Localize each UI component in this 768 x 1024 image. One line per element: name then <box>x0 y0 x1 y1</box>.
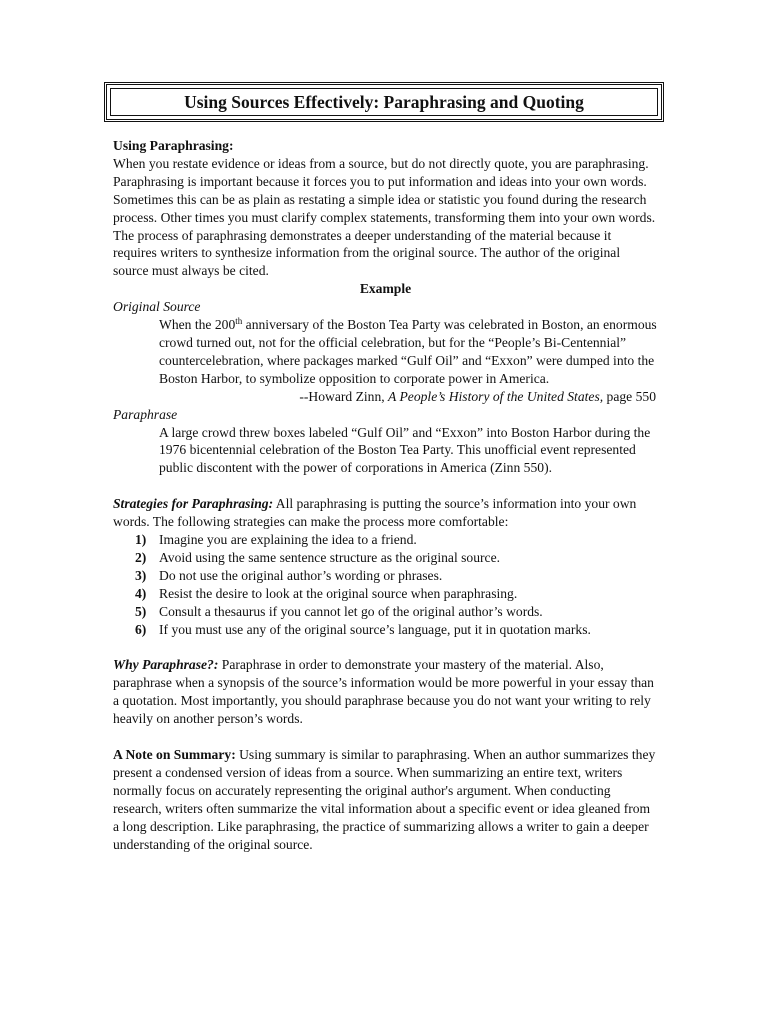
original-text-pre: When the 200 <box>159 317 236 333</box>
list-item-text: Imagine you are explaining the idea to a friend. <box>159 532 417 548</box>
list-item <box>113 585 658 603</box>
strategies-heading: Strategies for Paraphrasing: <box>113 496 274 512</box>
spacer <box>113 477 658 495</box>
why-heading: Why Paraphrase?: <box>113 657 219 673</box>
original-source-label: Original Source <box>113 299 201 315</box>
paraphrase-text: A large crowd threw boxes labeled “Gulf Oil” and “Exxon” into Boston Harbor during the 1976 bicentennial celebration of the Boston Tea Party. This unofficial event represented public discontent with the power of corporations in America (Zinn 550). <box>159 424 651 476</box>
list-item <box>113 549 658 567</box>
citation-author: --Howard Zinn, <box>299 388 389 404</box>
summary-heading: A Note on Summary: <box>113 747 236 763</box>
list-item <box>113 603 658 621</box>
list-item-number: 2) <box>135 549 147 565</box>
list-item <box>113 567 658 585</box>
why-body: Paraphrase in order to demonstrate your mastery of the material. Also, paraphrase when a synopsis of the source’s information would be more powerful in your essay than a quotation. Most importantly, you should paraphrase because you do not want your writing to rely heavily on another person’s words. <box>113 657 654 727</box>
list-item-number: 6) <box>135 621 147 637</box>
summary-paragraph <box>113 746 658 853</box>
page-title: Using Sources Effectively: Paraphrasing and Quoting <box>184 92 584 112</box>
document-content <box>113 137 658 854</box>
strategies-list <box>113 531 658 638</box>
strategies-paragraph <box>113 495 658 531</box>
list-item-number: 5) <box>135 603 147 619</box>
spacer <box>113 638 658 656</box>
list-item-text: Avoid using the same sentence structure as the original source. <box>159 549 500 565</box>
list-item-number: 4) <box>135 585 147 601</box>
list-item-number: 1) <box>135 532 147 548</box>
strategies-intro: All paraphrasing is putting the source’s information into your own words. The following strategies can make the process more comfortable: <box>113 496 637 530</box>
example-heading: Example <box>359 281 412 297</box>
list-item-text: Resist the desire to look at the original source when paraphrasing. <box>159 585 518 601</box>
title-box <box>104 82 664 122</box>
list-item <box>113 531 658 549</box>
spacer <box>113 728 658 746</box>
paraphrasing-heading: Using Paraphrasing: <box>113 138 234 153</box>
original-source-quote <box>159 316 658 388</box>
original-text-post: anniversary of the Boston Tea Party was celebrated in Boston, an enormous crowd turned out, not for the official celebration, but for the “People’s Bi-Centennial” countercelebration, where packages marked “Gulf Oil” and “Exxon” were dumped into the Boston Harbor, to symbolize opposition to corporate power in America. <box>159 317 657 386</box>
list-item-text: Do not use the original author’s wording or phrases. <box>159 567 443 583</box>
list-item <box>113 621 658 639</box>
list-item-number: 3) <box>135 567 147 583</box>
list-item-text: If you must use any of the original source’s language, put it in quotation marks. <box>159 621 591 637</box>
summary-body: Using summary is similar to paraphrasing. When an author summarizes they present a condensed version of ideas from a source. When summarizing an entire text, writers normally focus on accurately representing the original author's argument. When conducting research, writers often summarize the vital information about a specific event or idea gleaned from a long description. Like paraphrasing, the practice of summarizing allows a writer to gain a deeper understanding of the original source. <box>113 747 656 852</box>
paraphrasing-body: When you restate evidence or ideas from a source, but do not directly quote, you are paraphrasing. Paraphrasing is important because it forces you to put information and ideas into your own words. Sometimes this can be as plain as restating a simple idea or statistic you found during the research process. Other times you must clarify complex statements, transforming them into your own words. The process of paraphrasing demonstrates a deeper understanding of the material because it requires writers to synthesize information from the original source. The author of the original source must always be cited. <box>113 155 656 279</box>
original-text-sup: th <box>235 316 243 327</box>
list-item-text: Consult a thesaurus if you cannot let go of the original author’s words. <box>159 603 543 619</box>
paraphrase-label: Paraphrase <box>113 406 178 422</box>
citation-page: page 550 <box>603 388 656 404</box>
citation <box>113 388 658 406</box>
citation-title: A People’s History of the United States, <box>388 388 604 404</box>
why-paragraph <box>113 656 658 728</box>
